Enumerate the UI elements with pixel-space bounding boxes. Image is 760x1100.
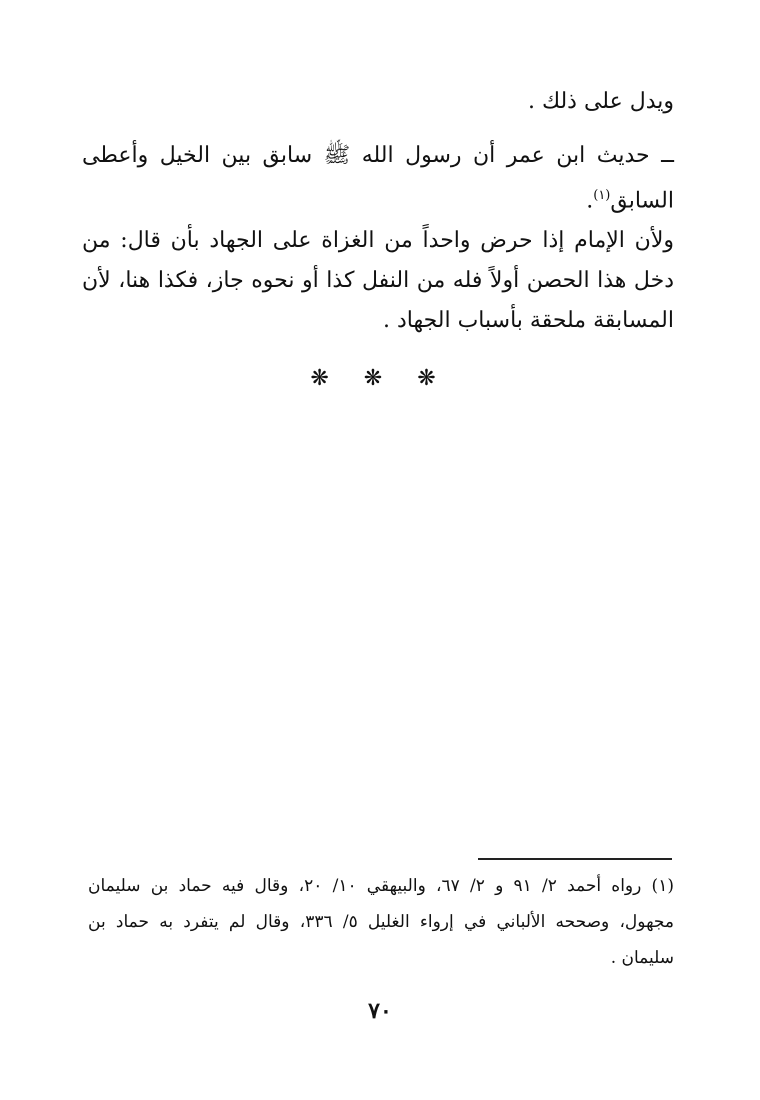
paragraph-1: [82, 82, 674, 122]
footnote-line-3: سليمان .: [610, 948, 674, 968]
paragraph-2-line-2-text: السابق: [610, 188, 674, 214]
paragraph-2: [82, 136, 674, 221]
paragraph-3-line-3: المسابقة ملحقة بأسباب الجهاد .: [382, 308, 674, 333]
page-number: ٧٠: [368, 998, 392, 1024]
footnote: [88, 868, 674, 976]
paragraph-3: [82, 221, 674, 341]
footnote-line-2: مجهول، وصححه الألباني في إرواء الغليل ٥/ ٣٣٦، وقال لم يتفرد به حماد بن: [88, 912, 674, 932]
paragraph-3-line-2: دخل هذا الحصن أولاً فله من النفل كذا أو نحوه جاز، فكذا هنا، لأن: [82, 268, 674, 293]
paragraph-1-line-1: ويدل على ذلك .: [527, 89, 674, 114]
paragraph-2-line-2-end: .: [586, 188, 594, 214]
footnote-reference[interactable]: (١): [593, 188, 611, 203]
paragraph-2-line-2: [82, 176, 674, 221]
paragraph-2-line-1: ــ حديث ابن عمر أن رسول الله ﷺ سابق بين الخيل وأعطى: [82, 143, 674, 168]
footnote-divider: [478, 858, 672, 860]
section-separator: ❋ ❋ ❋: [310, 366, 450, 391]
footnote-line-1: (١) رواه أحمد ٢/ ٩١ و ٢/ ٦٧، والبيهقي ١٠/ ٢٠، وقال فيه حماد بن سليمان: [88, 876, 674, 896]
paragraph-3-line-1: ولأن الإمام إذا حرض واحداً من الغزاة على الجهاد بأن قال: من: [82, 228, 674, 253]
